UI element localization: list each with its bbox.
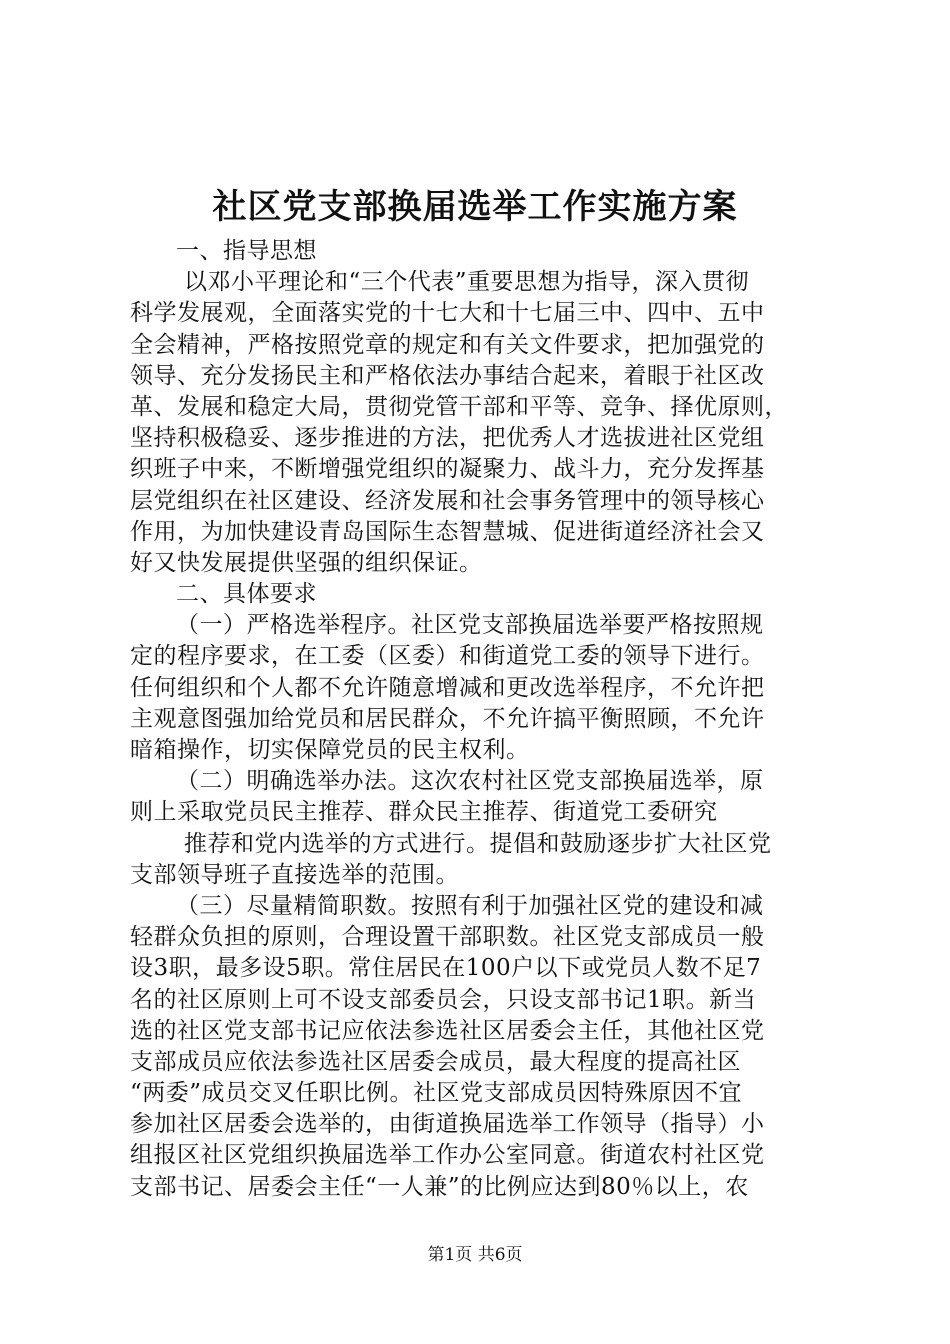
paragraph-line: 革、发展和稳定大局，贯彻党管干部和平等、竞争、择优原则， — [130, 393, 788, 420]
paragraph-line: 选的社区党支部书记应依法参选社区居委会主任，其他社区党 — [130, 1017, 765, 1044]
paragraph-line: 名的社区原则上可不设支部委员会，只设支部书记1职。新当 — [130, 986, 757, 1013]
paragraph-line: 推荐和党内选举的方式进行。提倡和鼓励逐步扩大社区党 — [184, 830, 772, 857]
section-heading: 二、具体要求 — [176, 581, 317, 608]
paragraph-line: （二）明确选举办法。这次农村社区党支部换届选举，原 — [176, 768, 764, 795]
paragraph-line: 支部成员应依法参选社区居委会成员，最大程度的提高社区 — [130, 1048, 741, 1075]
paragraph-line: 领导、充分发扬民主和严格依法办事结合起来，着眼于社区改 — [130, 362, 765, 389]
paragraph-line: 织班子中来，不断增强党组织的凝聚力、战斗力，充分发挥基 — [130, 456, 765, 483]
paragraph-line: 暗箱操作，切实保障党员的民主权利。 — [130, 737, 530, 763]
paragraph-line: 支部领导班子直接选举的范围。 — [130, 861, 459, 888]
document-body — [130, 236, 830, 1203]
paragraph-line: 定的程序要求，在工委（区委）和街道党工委的领导下进行。 — [130, 643, 765, 670]
paragraph-line: 轻群众负担的原则，合理设置干部职数。社区党支部成员一般 — [130, 924, 765, 951]
paragraph-line: （一）严格选举程序。社区党支部换届选举要严格按照规 — [176, 612, 764, 639]
paragraph-line: 组报区社区党组织换届选举工作办公室同意。街道农村社区党 — [130, 1142, 765, 1169]
section-heading: 一、指导思想 — [176, 238, 317, 264]
document-title: 社区党支部换届选举工作实施方案 — [212, 187, 738, 227]
paragraph-line: 则上采取党员民主推荐、群众民主推荐、街道党工委研究 — [130, 799, 718, 826]
paragraph-line: 好又快发展提供坚强的组织保证。 — [130, 549, 483, 576]
paragraph-line: 任何组织和个人都不允许随意增减和更改选举程序，不允许把 — [130, 674, 765, 701]
paragraph-line: 作用，为加快建设青岛国际生态智慧城、促进街道经济社会又 — [130, 518, 765, 545]
page-number-footer: 第1页 共6页 — [427, 1245, 523, 1265]
paragraph-line: 全会精神，严格按照党章的规定和有关文件要求，把加强党的 — [130, 331, 765, 358]
paragraph-line: （三）尽量精简职数。按照有利于加强社区党的建设和减 — [176, 892, 764, 919]
paragraph-line: 层党组织在社区建设、经济发展和社会事务管理中的领导核心 — [130, 487, 765, 514]
paragraph-line: 坚持积极稳妥、逐步推进的方法，把优秀人才选拔进社区党组 — [130, 425, 765, 452]
paragraph-line: 设3职，最多设5职。常住居民在100户以下或党员人数不足7 — [130, 955, 762, 982]
paragraph-line: 以邓小平理论和“三个代表”重要思想为指导，深入贯彻 — [184, 269, 750, 296]
paragraph-line: “两委”成员交叉任职比例。社区党支部成员因特殊原因不宜 — [130, 1080, 743, 1107]
paragraph-line: 科学发展观，全面落实党的十七大和十七届三中、四中、五中 — [130, 300, 765, 327]
paragraph-line: 支部书记、居委会主任“一人兼”的比例应达到80％以上，农 — [130, 1173, 749, 1200]
paragraph-line: 主观意图强加给党员和居民群众，不允许搞平衡照顾，不允许 — [130, 705, 765, 732]
paragraph-line: 参加社区居委会选举的，由街道换届选举工作领导（指导）小 — [130, 1111, 765, 1138]
